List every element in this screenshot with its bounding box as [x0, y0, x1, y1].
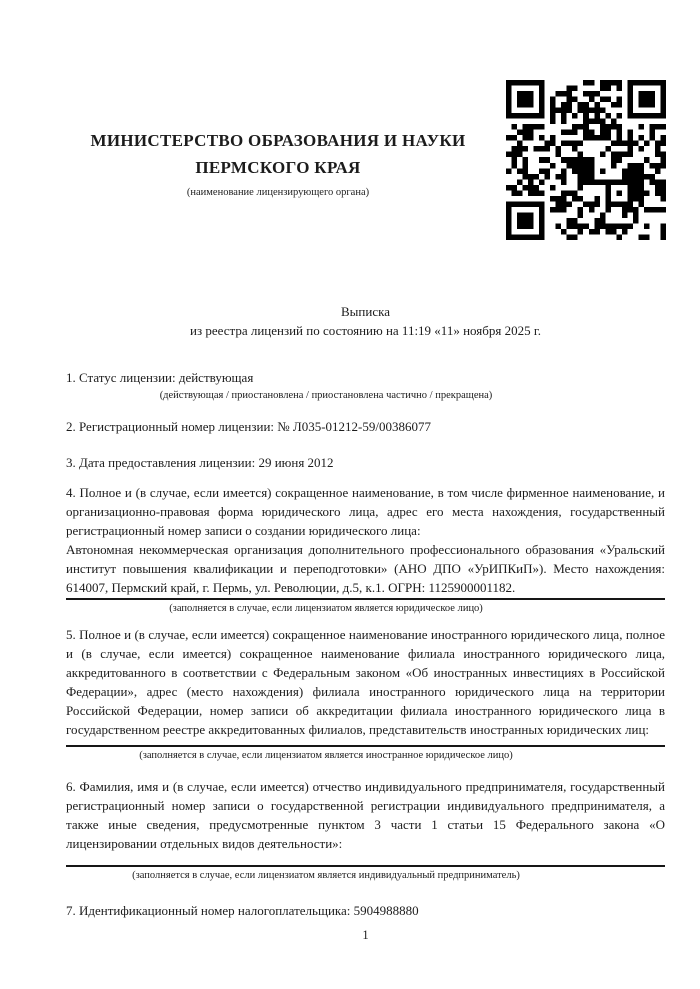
entrepreneur-caption: (заполняется в случае, если лицензиатом является индивидуальный предприниматель) — [132, 870, 520, 881]
title-line2: из реестра лицензий по состоянию на 11:19 «11» ноября 2025 г. — [190, 323, 541, 338]
authority-caption: (наименование лицензирующего органа) — [186, 187, 370, 198]
document-body — [66, 302, 665, 920]
item-entrepreneur — [66, 777, 665, 883]
item-foreign-entity — [66, 625, 665, 763]
foreign-entity-label: 5. Полное и (в случае, если имеется) сокращенное наименование иностранного юридического лица, полное и (в случае, если имеется) сокращенное наименование филиала иностранного юридического лица, аккредитованного в соответствии с Федеральным законом «Об иностранных инвестициях в Российской Федерации», адрес (место нахождения) филиала иностранного юридического лица на территории Российской Федерации, номер записи об аккредитации филиала иностранного юридического лица в государственном реестре аккредитованных филиалов, представительств иностранных юридических лиц: — [66, 627, 665, 737]
license-status-caption: (действующая / приостановлена / приостановлена частично / прекращена) — [159, 390, 493, 401]
item-legal-entity — [66, 483, 665, 616]
entrepreneur-label: 6. Фамилия, имя и (в случае, если имеется) отчество индивидуального предпринимателя, государственный регистрационный номер записи о государственной регистрации индивидуального предпринимателя, а также иные сведения, предусмотренные пунктом 3 части 1 статьи 15 Федерального закона «О лицензировании отдельных видов деятельности»: — [66, 779, 665, 851]
page-number: 1 — [362, 928, 369, 942]
document-title — [66, 302, 665, 340]
registration-number-text: 2. Регистрационный номер лицензии: № Л035-01212-59/00386077 — [66, 419, 432, 434]
title-line1: Выписка — [341, 304, 390, 319]
ministry-name-line2: ПЕРМСКОГО КРАЯ — [195, 158, 361, 177]
item-taxpayer-id — [66, 901, 665, 920]
legal-entity-label: 4. Полное и (в случае, если имеется) сокращенное наименование, в том числе фирменное наименование, и организационно-правовая форма юридического лица, адрес его места нахождения, государственный регистрационный номер записи о создании юридического лица: — [66, 485, 665, 538]
licensing-authority-header — [66, 127, 490, 200]
foreign-entity-caption: (заполняется в случае, если лицензиатом является иностранное юридическое лицо) — [139, 750, 513, 761]
item-registration-number — [66, 417, 665, 436]
legal-entity-value: Автономная некоммерческая организация дополнительного профессионального образования «Уральский институт повышения квалификации и переподготовки» (АНО ДПО «УрИПКиП»). Место нахождения: 614007, Пермский край, г. Пермь, ул. Революции, д.5, к.1. ОГРН: 1125900001182. — [66, 542, 665, 595]
foreign-entity-blank-line — [66, 745, 665, 747]
legal-entity-caption: (заполняется в случае, если лицензиатом является юридическое лицо) — [169, 603, 483, 614]
license-status-text: 1. Статус лицензии: действующая — [66, 370, 254, 385]
taxpayer-id-text: 7. Идентификационный номер налогоплательщика: 5904988880 — [66, 903, 419, 918]
item-grant-date — [66, 453, 665, 472]
item-license-status — [66, 368, 665, 403]
entrepreneur-blank-line — [66, 865, 665, 867]
grant-date-text: 3. Дата предоставления лицензии: 29 июня 2012 — [66, 455, 334, 470]
legal-entity-underline — [66, 598, 665, 600]
qr-code-icon — [506, 80, 666, 240]
ministry-name-line1: МИНИСТЕРСТВО ОБРАЗОВАНИЯ И НАУКИ — [90, 131, 466, 150]
